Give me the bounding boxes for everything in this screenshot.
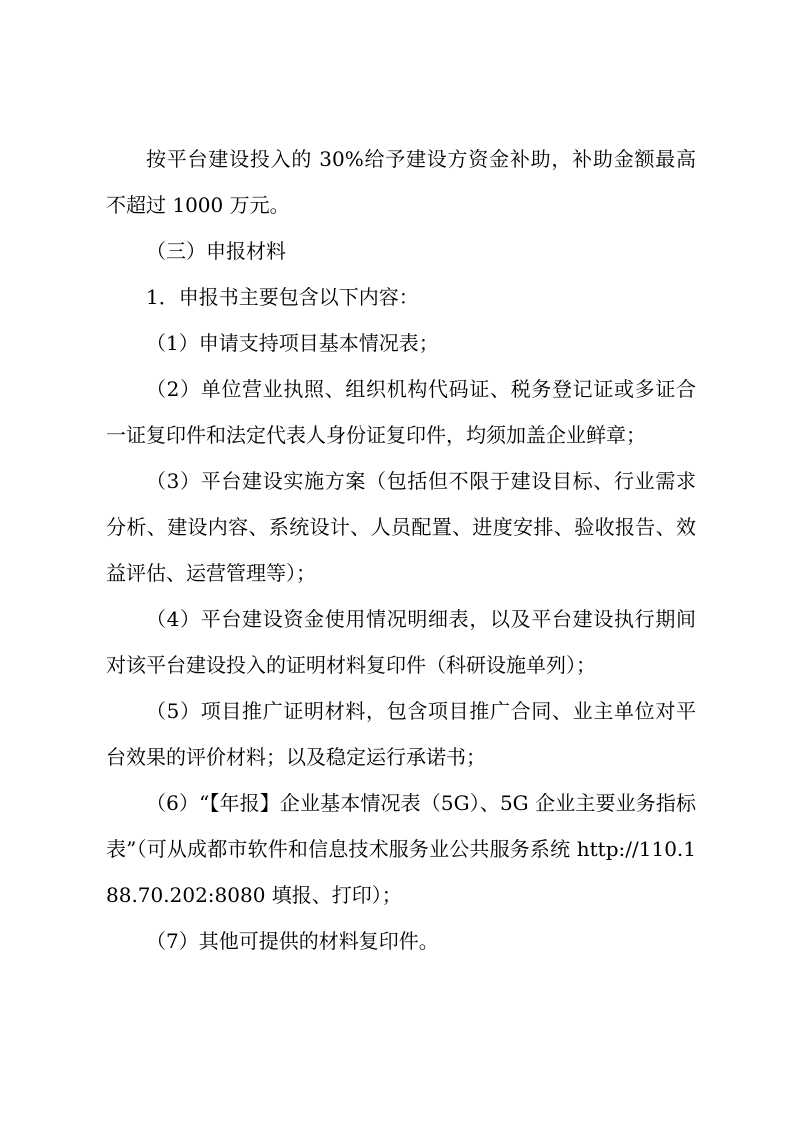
document-body: [106, 136, 696, 964]
list-item-3: （3）平台建设实施方案（包括但不限于建设目标、行业需求分析、建设内容、系统设计、人员配置、进度安排、验收报告、效益评估、运营管理等）；: [106, 469, 696, 585]
list-item-2: （2）单位营业执照、组织机构代码证、税务登记证或多证合一证复印件和法定代表人身份证复印件，均须加盖企业鲜章；: [106, 377, 696, 447]
list-item-4: （4）平台建设资金使用情况明细表，以及平台建设执行期间对该平台建设投入的证明材料复印件（科研设施单列）；: [106, 607, 696, 677]
list-item-6: （6）“【年报】企业基本情况表（5G）、5G 企业主要业务指标表”（可从成都市软件和信息技术服务业公共服务系统 http://110.188.70.202:8080 填报、打印）；: [106, 791, 696, 907]
subheading-application: 1．申报书主要包含以下内容：: [146, 285, 419, 309]
list-item-7: （7）其他可提供的材料复印件。: [146, 929, 439, 953]
section-heading-materials: （三）申报材料: [146, 239, 286, 263]
paragraph-subsidy: 按平台建设投入的 30%给予建设方资金补助，补助金额最高不超过 1000 万元。: [106, 147, 696, 217]
list-item-5: （5）项目推广证明材料，包含项目推广合同、业主单位对平台效果的评价材料；以及稳定运行承诺书；: [106, 699, 696, 769]
list-item-1: （1）申请支持项目基本情况表；: [146, 331, 439, 355]
